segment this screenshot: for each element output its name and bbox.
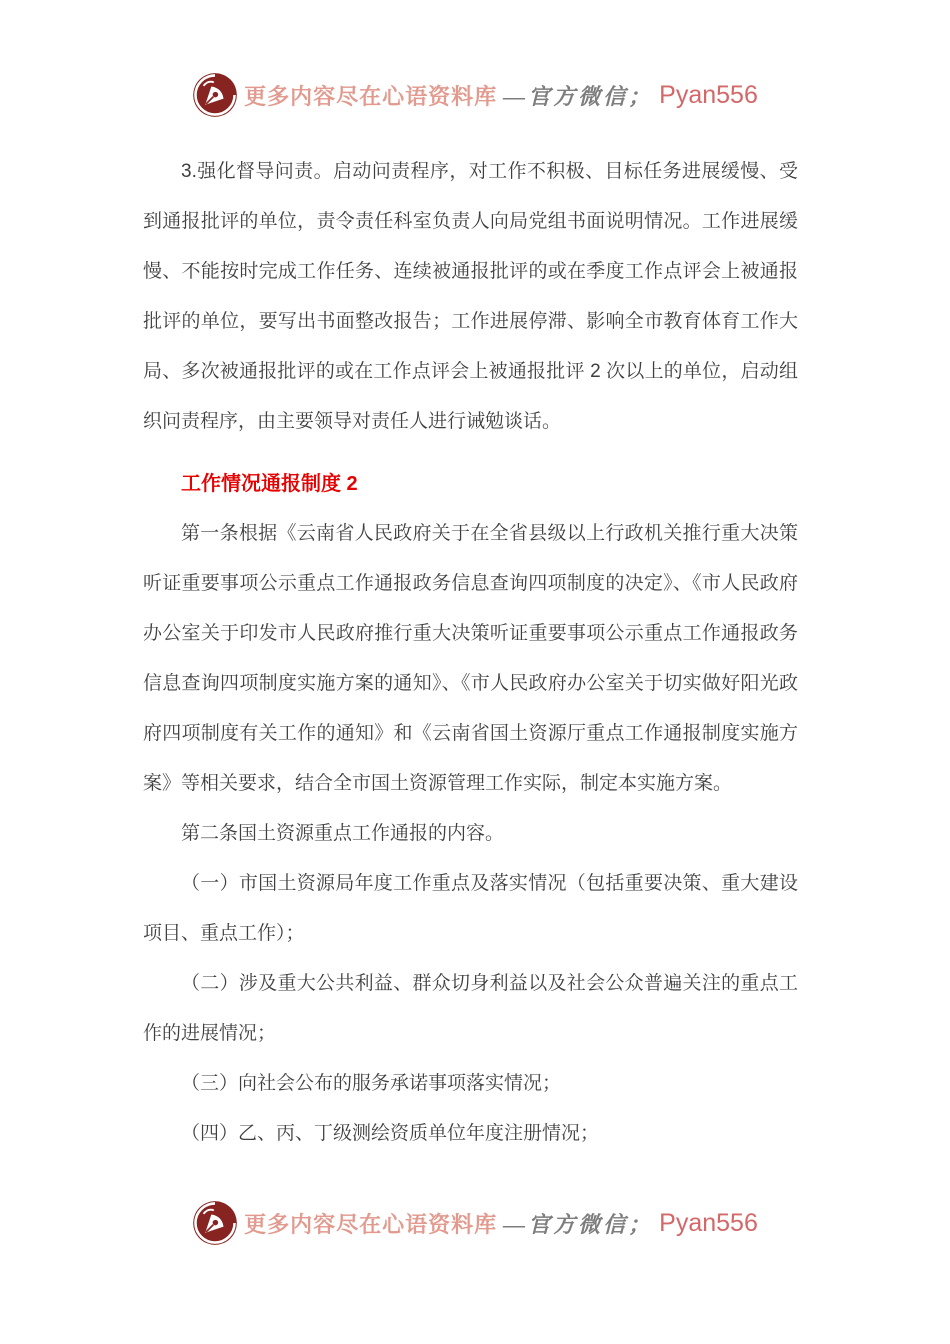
- paragraph: 第二条国土资源重点工作通报的内容。: [181, 823, 505, 844]
- watermark-wechat-id: Pyan556: [659, 80, 758, 109]
- watermark-brand-text: 更多内容尽在心语资料库: [244, 1211, 498, 1237]
- paragraph: （一）市国土资源局年度工作重点及落实情况（包括重要决策、重大建设项目、重点工作）；: [143, 873, 798, 944]
- section-heading: 工作情况通报制度 2: [181, 473, 358, 495]
- paragraph: （三）向社会公布的服务承诺事项落实情况；: [181, 1073, 562, 1094]
- watermark-wechat-label: —官方微信；: [503, 1211, 654, 1237]
- watermark-wechat-id: Pyan556: [659, 1208, 758, 1237]
- paragraph: 第一条根据《云南省人民政府关于在全省县级以上行政机关推行重大决策听证重要事项公示重点工作通报政务信息查询四项制度的决定》、《市人民政府办公室关于印发市人民政府推行重大决策听证重要事项公示重点工作通报政务信息查询四项制度实施方案的通知》、《市人民政府办公室关于切实做好阳光政府四项制度有关工作的通知》和《云南省国土资源厅重点工作通报制度实施方案》等相关要求，结合全市国土资源管理工作实际，制定本实施方案。: [143, 523, 798, 794]
- header-watermark: [0, 72, 950, 118]
- watermark-brand-text: 更多内容尽在心语资料库: [244, 83, 498, 109]
- footer-watermark: [0, 1200, 950, 1246]
- paragraph: （四）乙、丙、丁级测绘资质单位年度注册情况；: [181, 1123, 600, 1144]
- watermark-wechat-label: —官方微信；: [503, 83, 654, 109]
- pen-nib-circle-icon: [192, 72, 238, 118]
- paragraph: （二）涉及重大公共利益、群众切身利益以及社会公众普遍关注的重点工作的进展情况；: [143, 973, 798, 1044]
- paragraph: 3.强化督导问责。启动问责程序，对工作不积极、目标任务进展缓慢、受到通报批评的单位，责令责任科室负责人向局党组书面说明情况。工作进展缓慢、不能按时完成工作任务、连续被通报批评的或在季度工作点评会上被通报批评的单位，要写出书面整改报告；工作进展停滞、影响全市教育体育工作大局、多次被通报批评的或在工作点评会上被通报批评 2 次以上的单位，启动组织问责程序，由主要领导对责任人进行诫勉谈话。: [143, 161, 798, 432]
- document-body: [143, 147, 798, 1159]
- pen-nib-circle-icon: [192, 1200, 238, 1246]
